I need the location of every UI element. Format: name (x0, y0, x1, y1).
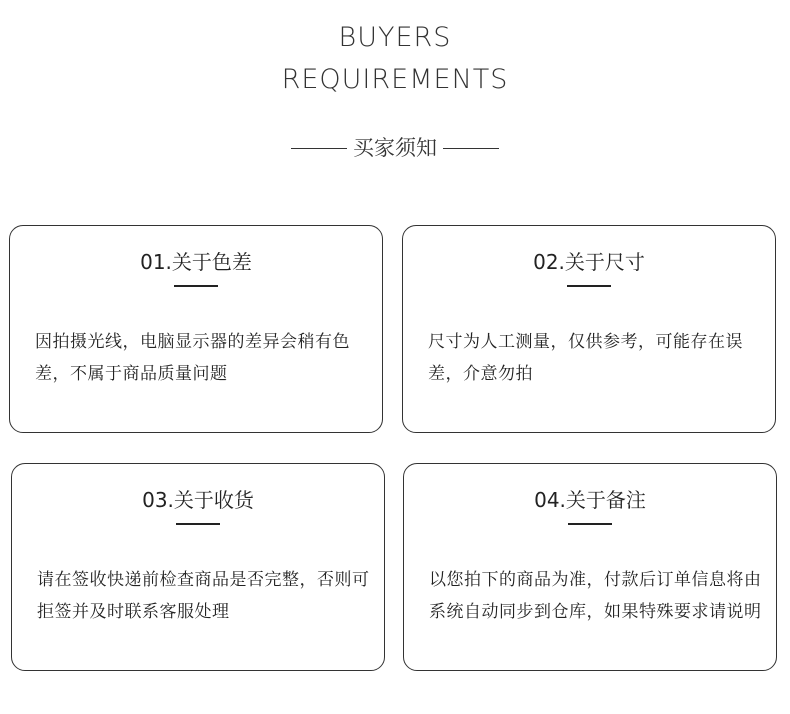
card-divider (176, 523, 220, 525)
card-heading: 03.关于收货 (142, 488, 254, 512)
card-body: 因拍摄光线，电脑显示器的差异会稍有色差，不属于商品质量问题 (35, 332, 350, 384)
card-receiving (11, 463, 385, 671)
card-body: 请在签收快递前检查商品是否完整，否则可拒签并及时联系客服处理 (37, 570, 370, 622)
subtitle: 买家须知 (353, 136, 437, 160)
card-heading: 02.关于尺寸 (533, 250, 645, 274)
page-title-line-2: REQUIREMENTS (281, 64, 509, 95)
card-body: 尺寸为人工测量，仅供参考，可能存在误差，介意勿拍 (428, 332, 743, 384)
card-remarks (403, 463, 777, 671)
card-divider (568, 523, 612, 525)
subtitle-left-rule (291, 148, 347, 149)
card-size (402, 225, 776, 433)
page-title-line-1: BUYERS (338, 22, 452, 53)
card-color-difference (9, 225, 383, 433)
subtitle-row (0, 134, 790, 162)
card-divider (174, 285, 218, 287)
card-heading: 04.关于备注 (534, 488, 646, 512)
card-divider (567, 285, 611, 287)
card-body: 以您拍下的商品为准，付款后订单信息将由系统自动同步到仓库，如果特殊要求请说明 (429, 570, 762, 622)
subtitle-right-rule (443, 148, 499, 149)
card-heading: 01.关于色差 (140, 250, 252, 274)
